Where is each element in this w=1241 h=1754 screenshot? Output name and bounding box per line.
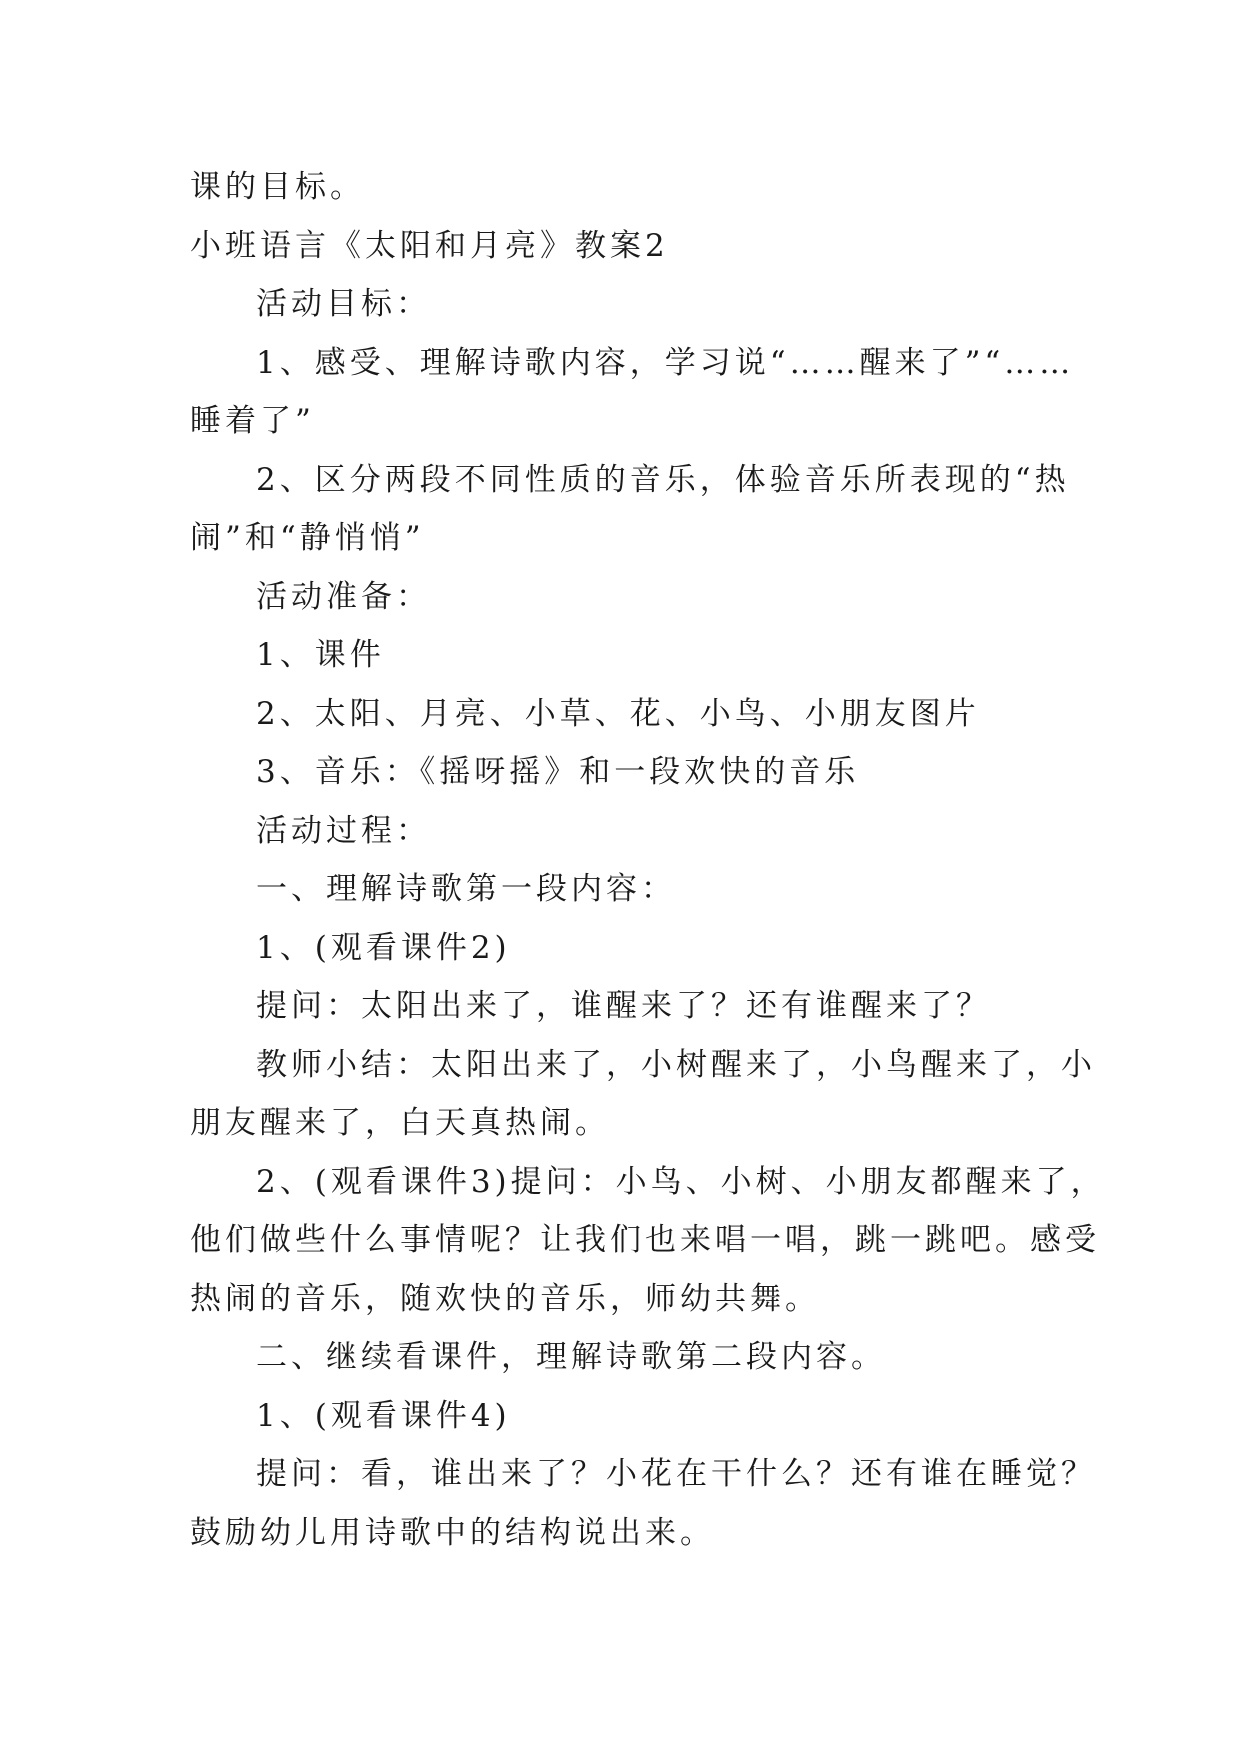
text-line: 朋友醒来了，白天真热闹。: [190, 1105, 610, 1141]
text-line: 鼓励幼儿用诗歌中的结构说出来。: [190, 1514, 715, 1551]
document-body: [190, 158, 1106, 1562]
text-line: 提问：太阳出来了，谁醒来了？还有谁醒来了？: [256, 988, 991, 1024]
text-line: 2、(观看课件3)提问：小鸟、小树、小朋友都醒来了，: [256, 1163, 1106, 1200]
text-line: 3、音乐：《摇呀摇》和一段欢快的音乐: [256, 754, 860, 790]
text-line: 热闹的音乐，随欢快的音乐，师幼共舞。: [190, 1280, 820, 1317]
text-line: 1、感受、理解诗歌内容，学习说“……醒来了”“……: [256, 344, 1075, 381]
text-line: 闹”和“静悄悄”: [190, 520, 425, 556]
text-line: 提问：看，谁出来了？小花在干什么？还有谁在睡觉？: [256, 1456, 1096, 1492]
text-line: 课的目标。: [190, 169, 365, 205]
text-line: 1、课件: [256, 637, 385, 673]
text-line: 2、区分两段不同性质的音乐，体验音乐所表现的“热: [256, 461, 1070, 498]
text-line: 二、继续看课件，理解诗歌第二段内容。: [256, 1339, 886, 1375]
text-line: 睡着了”: [190, 403, 315, 439]
section-heading: 活动过程：: [256, 812, 431, 849]
text-line: 1、(观看课件4): [256, 1397, 511, 1434]
section-heading: 活动目标：: [256, 286, 431, 322]
text-line: 1、(观看课件2): [256, 929, 511, 966]
text-line: 教师小结：太阳出来了，小树醒来了，小鸟醒来了，小: [256, 1046, 1096, 1083]
text-line: 2、太阳、月亮、小草、花、小鸟、小朋友图片: [256, 695, 980, 732]
section-heading: 活动准备：: [256, 578, 431, 615]
document-title: 小班语言《太阳和月亮》教案2: [190, 227, 669, 264]
text-line: 他们做些什么事情呢？让我们也来唱一唱，跳一跳吧。感受: [190, 1222, 1100, 1258]
text-line: 一、理解诗歌第一段内容：: [256, 871, 676, 907]
